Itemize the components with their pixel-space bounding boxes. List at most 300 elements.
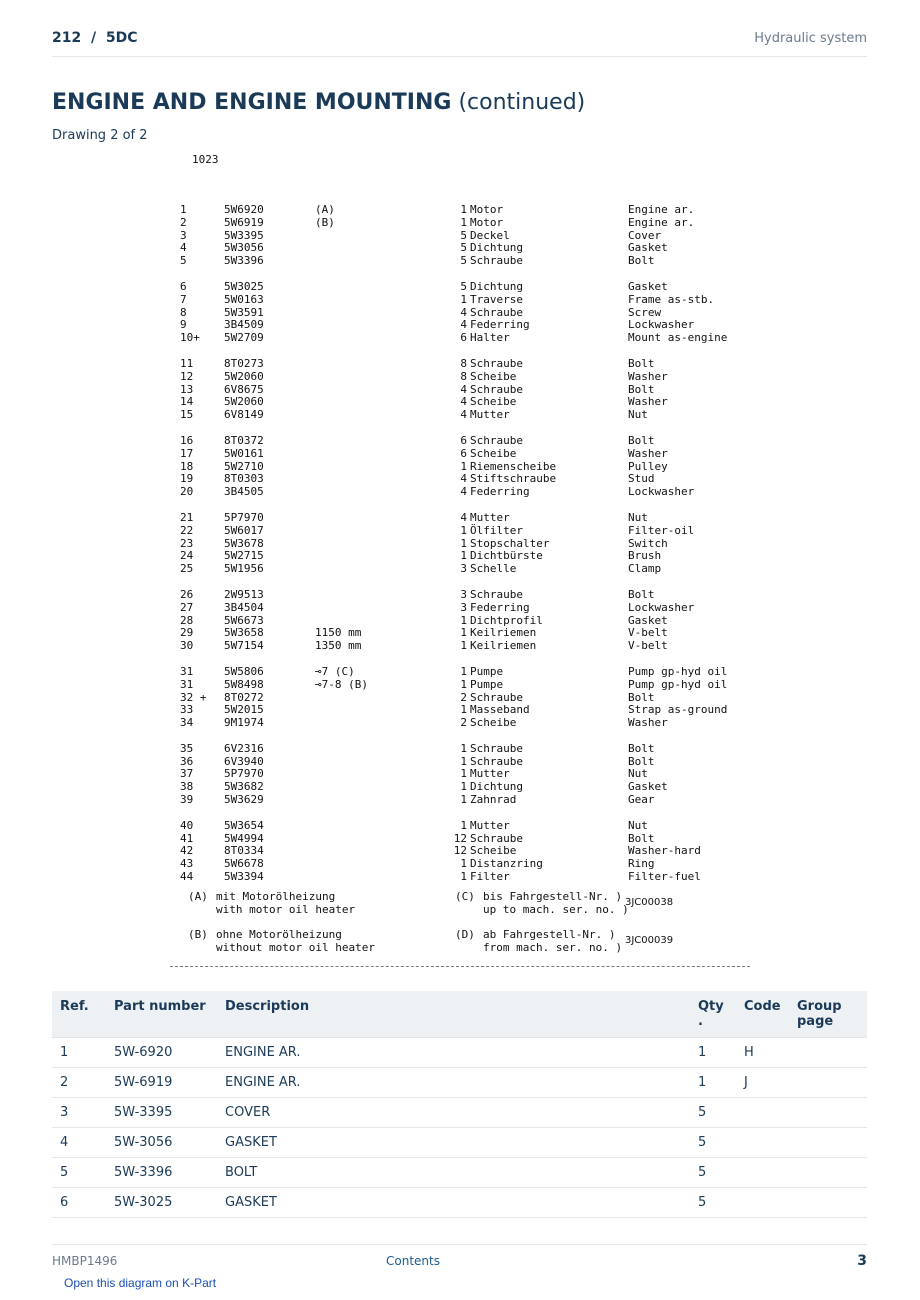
scan-note: (A) <box>315 203 335 216</box>
scan-english-name: Pulley <box>628 459 668 473</box>
scan-english-name: Bolt <box>628 587 655 601</box>
cell-qty: 5 <box>690 1128 736 1158</box>
scan-part-number: 5W4994 <box>224 831 264 845</box>
cell-code: J <box>736 1068 789 1098</box>
scan-english-name: Lockwasher <box>628 600 695 614</box>
scan-group <box>170 435 760 499</box>
scan-qty: 4 <box>460 510 467 524</box>
scan-part-number: 5W3678 <box>224 536 264 550</box>
scan-ref: 23 <box>180 536 194 550</box>
scan-german-name: Schraube <box>470 741 523 755</box>
scan-german-name: Halter <box>470 331 510 345</box>
scan-part-number: 5W3654 <box>224 818 264 832</box>
cell-group-page <box>789 1188 867 1218</box>
scan-part-number: 5W2715 <box>224 549 264 563</box>
footnote-d-serial: 3JC00039 <box>625 935 674 946</box>
scan-english-name: Gear <box>628 793 655 807</box>
cell-group-page <box>789 1128 867 1158</box>
footnote-a-key: (A) <box>188 890 208 903</box>
scan-english-name: Nut <box>628 408 648 422</box>
footnote-b <box>188 929 375 955</box>
scan-german-name: Schraube <box>470 254 523 268</box>
scan-row <box>170 204 760 217</box>
footnote-a-de: mit Motorölheizung <box>216 890 336 903</box>
scan-part-number: 5W6919 <box>224 215 264 229</box>
scan-english-name: Washer <box>628 716 668 730</box>
scan-german-name: Schraube <box>470 382 523 396</box>
cell-qty: 5 <box>690 1188 736 1218</box>
scan-qty: 1 <box>460 677 467 691</box>
scan-english-name: Lockwasher <box>628 485 695 499</box>
scan-row <box>170 294 760 307</box>
scan-qty: 1 <box>460 536 467 550</box>
cell-group-page <box>789 1038 867 1068</box>
footnote-c-en: up to mach. ser. no. <box>483 902 616 916</box>
scan-german-name: Scheibe <box>470 395 517 409</box>
scan-row <box>170 563 760 576</box>
table-row <box>52 1038 867 1068</box>
scan-part-number: 5W2060 <box>224 369 264 383</box>
parts-table-header <box>52 991 867 1038</box>
page-header <box>52 28 867 57</box>
scan-note: 1350 mm <box>315 639 362 653</box>
scan-ref: 8 <box>180 305 187 319</box>
scan-part-number: 5W3394 <box>224 870 264 884</box>
scan-ref: 7 <box>180 292 187 306</box>
scan-part-number: 6V2316 <box>224 741 264 755</box>
scan-group <box>170 358 760 422</box>
scan-group <box>170 281 760 345</box>
scan-german-name: Schraube <box>470 433 523 447</box>
open-diagram-link[interactable]: Open this diagram on K-Part <box>64 1276 217 1290</box>
scan-ref: 3 <box>180 228 187 242</box>
scan-english-name: Washer-hard <box>628 844 701 858</box>
scan-part-number: 3B4505 <box>224 485 264 499</box>
scan-english-name: Clamp <box>628 562 662 576</box>
scan-english-name: Lockwasher <box>628 318 695 332</box>
scan-german-name: Keilriemen <box>470 639 537 653</box>
scan-qty: 1 <box>460 793 467 807</box>
scan-ref: 32 + <box>180 690 207 704</box>
scan-part-number: 5W3629 <box>224 793 264 807</box>
contents-link[interactable]: Contents <box>386 1254 440 1268</box>
col-header-group-page: Group page <box>789 991 867 1038</box>
scan-qty: 4 <box>460 408 467 422</box>
scan-part-number: 5W2709 <box>224 331 264 345</box>
scan-group <box>170 743 760 807</box>
scan-group <box>170 512 760 576</box>
scan-row <box>170 679 760 692</box>
drawing-subtitle: Drawing 2 of 2 <box>52 128 148 143</box>
scan-english-name: Bolt <box>628 254 655 268</box>
col-header-code: Code <box>736 991 789 1038</box>
cell-qty: 1 <box>690 1068 736 1098</box>
cell-description: GASKET <box>217 1128 690 1158</box>
cell-part-number: 5W-3056 <box>106 1128 217 1158</box>
scan-german-name: Pumpe <box>470 677 504 691</box>
scan-english-name: Bolt <box>628 754 655 768</box>
footnote-b-key: (B) <box>188 928 208 941</box>
scan-ref: 31 <box>180 664 194 678</box>
scan-english-name: Ring <box>628 857 655 871</box>
scan-english-name: Gasket <box>628 279 668 293</box>
scan-group <box>170 204 760 268</box>
scan-german-name: Mutter <box>470 818 510 832</box>
scan-ref: 42 <box>180 844 194 858</box>
scan-german-name: Riemenscheibe <box>470 459 557 473</box>
cell-group-page <box>789 1068 867 1098</box>
scan-divider <box>170 966 750 967</box>
scan-qty: 1 <box>460 870 467 884</box>
footnote-c-de: bis Fahrgestell-Nr. <box>483 890 609 903</box>
scan-german-name: Stiftschraube <box>470 472 557 486</box>
scan-english-name: Cover <box>628 228 662 242</box>
scan-qty: 3 <box>460 587 467 601</box>
scan-qty: 4 <box>460 318 467 332</box>
scan-row <box>170 358 760 371</box>
scan-part-number: 5W2060 <box>224 395 264 409</box>
scan-english-name: V-belt <box>628 639 668 653</box>
cell-qty: 5 <box>690 1158 736 1188</box>
scan-part-number: 3B4509 <box>224 318 264 332</box>
scan-group <box>170 666 760 730</box>
scan-row <box>170 640 760 653</box>
footnote-a-en: with motor oil heater <box>216 902 356 916</box>
scan-part-number: 5W2710 <box>224 459 264 473</box>
scan-german-name: Scheibe <box>470 446 517 460</box>
scan-part-number: 8T0272 <box>224 690 264 704</box>
scan-german-name: Zahnrad <box>470 793 517 807</box>
cell-group-page <box>789 1098 867 1128</box>
scan-ref: 2 <box>180 215 187 229</box>
scan-english-name: Bolt <box>628 356 655 370</box>
scan-part-number: 5W5806 <box>224 664 264 678</box>
scan-row <box>170 525 760 538</box>
scan-part-number: 6V8149 <box>224 408 264 422</box>
scan-qty: 8 <box>460 369 467 383</box>
scan-row <box>170 512 760 525</box>
scan-qty: 3 <box>460 562 467 576</box>
footnote-d: (D) ab Fahrgestell-Nr. ) from mach. ser. no. ) <box>455 928 623 954</box>
scan-english-name: Filter-oil <box>628 523 695 537</box>
cell-part-number: 5W-6919 <box>106 1068 217 1098</box>
scan-part-number: 5W3025 <box>224 279 264 293</box>
scan-english-name: Pump gp-hyd oil <box>628 677 728 691</box>
scan-qty: 1 <box>460 639 467 653</box>
scan-ref: 17 <box>180 446 194 460</box>
scan-qty: 1 <box>460 613 467 627</box>
scan-ref: 25 <box>180 562 194 576</box>
scan-german-name: Ölfilter <box>470 523 523 537</box>
page-number: 3 <box>857 1253 867 1269</box>
scan-ref: 24 <box>180 549 194 563</box>
scan-note: 1150 mm <box>315 626 362 640</box>
scan-german-name: Dichtbürste <box>470 549 543 563</box>
scan-german-name: Federring <box>470 318 530 332</box>
scan-english-name: Bolt <box>628 433 655 447</box>
cell-ref: 6 <box>52 1188 106 1218</box>
scan-english-name: Bolt <box>628 741 655 755</box>
scan-ref: 41 <box>180 831 194 845</box>
scan-english-name: Engine ar. <box>628 203 695 216</box>
scan-row <box>170 794 760 807</box>
scan-qty: 5 <box>460 254 467 268</box>
scan-row <box>170 217 760 230</box>
scan-part-number: 8T0273 <box>224 356 264 370</box>
scan-english-name: Bolt <box>628 382 655 396</box>
scan-ref: 40 <box>180 818 194 832</box>
scan-qty: 1 <box>460 741 467 755</box>
scan-row <box>170 666 760 679</box>
scan-part-number: 5W6920 <box>224 203 264 216</box>
scan-qty: 1 <box>460 215 467 229</box>
scan-english-name: Filter-fuel <box>628 870 701 884</box>
scan-ref: 39 <box>180 793 194 807</box>
scan-row <box>170 717 760 730</box>
col-header-qty: Qty . <box>690 991 736 1038</box>
scan-german-name: Stopschalter <box>470 536 550 550</box>
scan-german-name: Schraube <box>470 754 523 768</box>
scan-ref: 37 <box>180 767 194 781</box>
scan-english-name: Screw <box>628 305 662 319</box>
scan-row <box>170 435 760 448</box>
scan-ref: 26 <box>180 587 194 601</box>
scan-ref: 36 <box>180 754 194 768</box>
scan-row <box>170 255 760 268</box>
scan-row <box>170 871 760 884</box>
scan-part-number: 5W3395 <box>224 228 264 242</box>
table-row <box>52 1098 867 1128</box>
scan-qty: 5 <box>460 241 467 255</box>
cell-code <box>736 1128 789 1158</box>
scan-german-name: Dichtung <box>470 780 523 794</box>
scan-part-number: 5W3658 <box>224 626 264 640</box>
scan-ref: 31 <box>180 677 194 691</box>
scan-ref: 10+ <box>180 331 200 345</box>
scan-german-name: Deckel <box>470 228 510 242</box>
scan-qty: 1 <box>460 203 467 216</box>
scan-ref: 5 <box>180 254 187 268</box>
scan-row <box>170 820 760 833</box>
scan-english-name: Bolt <box>628 690 655 704</box>
footnote-c: (C) bis Fahrgestell-Nr. ) up to mach. ser. no. ) <box>455 890 629 916</box>
scan-german-name: Mutter <box>470 767 510 781</box>
scan-part-number: 9M1974 <box>224 716 264 730</box>
scan-qty: 3 <box>460 600 467 614</box>
scan-qty: 5 <box>460 228 467 242</box>
parts-table <box>52 991 867 1218</box>
scan-english-name: Mount as-engine <box>628 331 728 345</box>
scan-qty: 2 <box>460 716 467 730</box>
scan-part-number: 5W3591 <box>224 305 264 319</box>
scan-qty: 4 <box>460 305 467 319</box>
cell-code <box>736 1098 789 1128</box>
scan-qty: 1 <box>460 767 467 781</box>
scan-english-name: Gasket <box>628 780 668 794</box>
footnote-a <box>188 891 355 917</box>
scan-qty: 6 <box>460 331 467 345</box>
footnote-d-key: (D) <box>455 928 475 941</box>
scan-ref: 38 <box>180 780 194 794</box>
scan-part-number: 5W0161 <box>224 446 264 460</box>
scan-part-number: 8T0303 <box>224 472 264 486</box>
scan-qty: 1 <box>460 857 467 871</box>
footnote-d-en: from mach. ser. no. <box>483 940 609 954</box>
scan-qty: 12 <box>453 831 467 845</box>
scan-ref: 21 <box>180 510 194 524</box>
scan-qty: 1 <box>460 459 467 473</box>
footnote-c-key: (C) <box>455 890 475 903</box>
cell-part-number: 5W-3395 <box>106 1098 217 1128</box>
page-title-bold: ENGINE AND ENGINE MOUNTING <box>52 90 452 115</box>
scan-qty: 12 <box>453 844 467 858</box>
table-row <box>52 1188 867 1218</box>
scan-part-number: 3B4504 <box>224 600 264 614</box>
scan-part-number: 5W2015 <box>224 703 264 717</box>
scan-english-name: Bolt <box>628 831 655 845</box>
scan-qty: 6 <box>460 433 467 447</box>
scan-german-name: Masseband <box>470 703 530 717</box>
scan-rows <box>170 204 760 897</box>
col-header-description: Description <box>217 991 690 1038</box>
scan-ref: 16 <box>180 433 194 447</box>
footnote-c-serial: 3JC00038 <box>625 897 674 908</box>
scan-german-name: Federring <box>470 600 530 614</box>
scan-english-name: Strap as-ground <box>628 703 728 717</box>
cell-ref: 3 <box>52 1098 106 1128</box>
scan-qty: 1 <box>460 549 467 563</box>
scanned-parts-list <box>170 150 760 975</box>
col-header-part-number: Part number <box>106 991 217 1038</box>
scan-ref: 15 <box>180 408 194 422</box>
scan-german-name: Scheibe <box>470 369 517 383</box>
scan-qty: 1 <box>460 664 467 678</box>
scan-ref: 18 <box>180 459 194 473</box>
scan-english-name: Washer <box>628 446 668 460</box>
page-title <box>52 90 585 115</box>
cell-description: GASKET <box>217 1188 690 1218</box>
scan-row <box>170 486 760 499</box>
drawing-code: 1023 <box>192 153 219 166</box>
cell-part-number: 5W-6920 <box>106 1038 217 1068</box>
scan-row <box>170 371 760 384</box>
scan-qty: 4 <box>460 395 467 409</box>
scan-english-name: Nut <box>628 818 648 832</box>
scan-part-number: 5W6017 <box>224 523 264 537</box>
scan-german-name: Federring <box>470 485 530 499</box>
scan-part-number: 8T0372 <box>224 433 264 447</box>
scan-part-number: 5W8498 <box>224 677 264 691</box>
scan-part-number: 6V3940 <box>224 754 264 768</box>
scan-part-number: 5W3396 <box>224 254 264 268</box>
scan-part-number: 5W0163 <box>224 292 264 306</box>
page-chapter-title: Hydraulic system <box>754 31 867 46</box>
scan-part-number: 5P7970 <box>224 767 264 781</box>
scan-row <box>170 602 760 615</box>
scan-ref: 35 <box>180 741 194 755</box>
scan-qty: 6 <box>460 446 467 460</box>
scan-english-name: Nut <box>628 767 648 781</box>
scan-row <box>170 409 760 422</box>
table-row <box>52 1068 867 1098</box>
scan-note: ⊸7 (C) <box>315 664 355 678</box>
document-id: HMBP1496 <box>52 1254 118 1268</box>
scan-ref: 14 <box>180 395 194 409</box>
scan-german-name: Schraube <box>470 305 523 319</box>
scan-row <box>170 589 760 602</box>
scan-ref: 4 <box>180 241 187 255</box>
scan-german-name: Motor <box>470 203 504 216</box>
scan-ref: 13 <box>180 382 194 396</box>
scan-ref: 19 <box>180 472 194 486</box>
scan-german-name: Dichtung <box>470 241 523 255</box>
scan-part-number: 5W7154 <box>224 639 264 653</box>
scan-ref: 1 <box>180 203 187 216</box>
scan-english-name: Brush <box>628 549 662 563</box>
scan-part-number: 2W9513 <box>224 587 264 601</box>
scan-german-name: Keilriemen <box>470 626 537 640</box>
scan-english-name: Engine ar. <box>628 215 695 229</box>
scan-english-name: Washer <box>628 369 668 383</box>
scan-qty: 8 <box>460 356 467 370</box>
scan-part-number: 5P7970 <box>224 510 264 524</box>
footnote-d-de: ab Fahrgestell-Nr. <box>483 928 603 941</box>
page-footer <box>52 1244 867 1275</box>
scan-english-name: Switch <box>628 536 668 550</box>
scan-note: ⊸7-8 (B) <box>315 677 368 691</box>
cell-part-number: 5W-3025 <box>106 1188 217 1218</box>
scan-qty: 1 <box>460 292 467 306</box>
cell-qty: 1 <box>690 1038 736 1068</box>
scan-german-name: Distanzring <box>470 857 543 871</box>
scan-german-name: Schraube <box>470 690 523 704</box>
footnote-b-en: without motor oil heater <box>216 940 375 954</box>
cell-code <box>736 1188 789 1218</box>
scan-german-name: Scheibe <box>470 716 517 730</box>
scan-english-name: Nut <box>628 510 648 524</box>
scan-ref: 30 <box>180 639 194 653</box>
scan-ref: 12 <box>180 369 194 383</box>
scan-german-name: Schraube <box>470 356 523 370</box>
scan-ref: 34 <box>180 716 194 730</box>
scan-german-name: Dichtprofil <box>470 613 543 627</box>
scan-german-name: Traverse <box>470 292 523 306</box>
scan-ref: 33 <box>180 703 194 717</box>
scan-german-name: Pumpe <box>470 664 504 678</box>
scan-note: (B) <box>315 215 335 229</box>
scan-ref: 29 <box>180 626 194 640</box>
scan-english-name: Pump gp-hyd oil <box>628 664 728 678</box>
scan-part-number: 8T0334 <box>224 844 264 858</box>
scan-row <box>170 281 760 294</box>
scan-qty: 5 <box>460 279 467 293</box>
scan-ref: 43 <box>180 857 194 871</box>
scan-qty: 4 <box>460 485 467 499</box>
scan-english-name: V-belt <box>628 626 668 640</box>
table-row <box>52 1158 867 1188</box>
scan-part-number: 6V8675 <box>224 382 264 396</box>
scan-german-name: Scheibe <box>470 844 517 858</box>
scan-row <box>170 743 760 756</box>
page-section-number: 212 / 5DC <box>52 30 138 46</box>
scan-german-name: Dichtung <box>470 279 523 293</box>
scan-ref: 28 <box>180 613 194 627</box>
cell-description: ENGINE AR. <box>217 1038 690 1068</box>
scan-ref: 22 <box>180 523 194 537</box>
scan-qty: 1 <box>460 703 467 717</box>
scan-part-number: 5W3056 <box>224 241 264 255</box>
cell-qty: 5 <box>690 1098 736 1128</box>
